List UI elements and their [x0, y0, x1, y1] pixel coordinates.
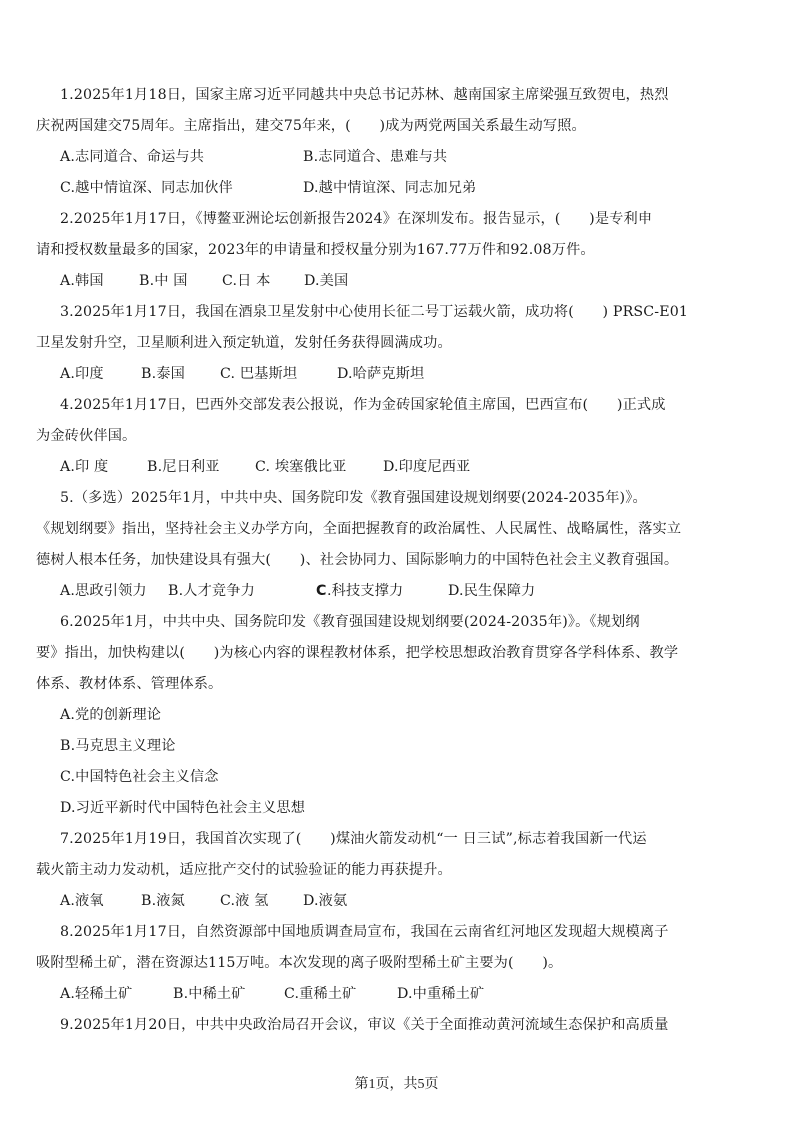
q2-option-b: B.中 国 [139, 273, 188, 289]
q5-option-a: A.思政引领力 [60, 583, 147, 599]
q2-option-d: D.美国 [304, 273, 349, 289]
q3-option-c: C. 巴基斯坦 [220, 366, 298, 382]
q8-option-d: D.中重稀土矿 [397, 986, 485, 1002]
q8-option-b: B.中稀土矿 [173, 986, 246, 1002]
q7-stem-line2: 载火箭主动力发动机，适应批产交付的试验验证的能力再获提升。 [36, 862, 452, 878]
q3-option-b: B.泰国 [141, 366, 185, 382]
q4-option-c: C. 埃塞俄比亚 [255, 459, 347, 475]
q6-option-c: C.中国特色社会主义信念 [60, 769, 219, 785]
q3-option-a: A.印度 [60, 366, 104, 382]
q1-option-a: A.志同道合、命运与共 [60, 149, 205, 165]
page-footer: 第1页，共5页 [354, 1077, 439, 1092]
q5-option-b: B.人才竞争力 [168, 583, 255, 599]
q2-stem-line2: 请和授权数量最多的国家，2023年的申请量和授权量分别为167.77万件和92.08万件。 [36, 242, 595, 258]
q4-option-b: B.尼日利亚 [147, 459, 220, 475]
q4-option-d: D.印度尼西亚 [383, 459, 471, 475]
q6-stem-line3: 体系、教材体系、管理体系。 [36, 676, 223, 692]
q1-option-d: D.越中情谊深、同志加兄弟 [303, 180, 477, 196]
q8-stem-line1: 8.2025年1月17日，自然资源部中国地质调查局宣布，我国在云南省红河地区发现超大规模离子 [60, 924, 669, 940]
q3-stem-line2: 卫星发射升空，卫星顺利进入预定轨道，发射任务获得圆满成功。 [36, 335, 452, 351]
q1-stem-line2: 庆祝两国建交75周年。主席指出，建交75年来，( )成为两党两国关系最生动写照。 [36, 118, 586, 134]
q3-option-d: D.哈萨克斯坦 [337, 366, 425, 382]
q5-stem-line2: 《规划纲要》指出，坚持社会主义办学方向，全面把握教育的政治属性、人民属性、战略属性，落实立 [36, 521, 682, 537]
q2-option-c: C.日 本 [222, 273, 271, 289]
q2-option-a: A.韩国 [60, 273, 104, 289]
q7-option-d: D.液氨 [303, 893, 348, 909]
q7-option-b: B.液氮 [141, 893, 185, 909]
q8-stem-line2: 吸附型稀土矿，潜在资源达115万吨。本次发现的离子吸附型稀土矿主要为( )。 [36, 955, 563, 971]
q5-stem-line3: 德树人根本任务，加快建设具有强大( )、社会协同力、国际影响力的中国特色社会主义教育强国。 [36, 552, 679, 568]
q6-option-d: D.习近平新时代中国特色社会主义思想 [60, 800, 306, 816]
q8-option-c: C.重稀土矿 [284, 986, 357, 1002]
q1-option-c: C.越中情谊深、同志加伙伴 [60, 180, 233, 196]
q6-stem-line1: 6.2025年1月，中共中央、国务院印发《教育强国建设规划纲要(2024-2035年)》。《规划纲 [60, 614, 640, 630]
q7-option-c: C.液 氢 [220, 893, 269, 909]
q1-stem-line1: 1.2025年1月18日，国家主席习近平同越共中央总书记苏林、越南国家主席梁强互致贺电，热烈 [60, 87, 669, 103]
q6-stem-line2: 要》指出，加快构建以( )为核心内容的课程教材体系，把学校思想政治教育贯穿各学科体系、教学 [36, 645, 679, 661]
q5-option-c-letter: C [316, 583, 327, 599]
q4-stem-line1: 4.2025年1月17日，巴西外交部发表公报说，作为金砖国家轮值主席国，巴西宣布( )正式成 [60, 397, 666, 413]
q6-option-b: B.马克思主义理论 [60, 738, 176, 754]
q4-option-a: A.印 度 [60, 459, 109, 475]
q2-stem-line1: 2.2025年1月17日，《博鳌亚洲论坛创新报告2024》在深圳发布。报告显示，( )是专利申 [60, 211, 653, 227]
q5-option-c-text: .科技支撑力 [327, 583, 404, 599]
q9-stem-line1: 9.2025年1月20日，中共中央政治局召开会议，审议《关于全面推动黄河流域生态保护和高质量 [60, 1017, 669, 1033]
q5-option-d: D.民生保障力 [448, 583, 536, 599]
q4-stem-line2: 为金砖伙伴国。 [36, 428, 137, 444]
q1-option-b: B.志同道合、患难与共 [303, 149, 448, 165]
q3-stem-line1: 3.2025年1月17日，我国在酒泉卫星发射中心使用长征二号丁运载火箭，成功将( ) PRSC-E01 [60, 304, 689, 320]
q6-option-a: A.党的创新理论 [60, 707, 162, 723]
q7-stem-line1: 7.2025年1月19日，我国首次实现了( )煤油火箭发动机“一 日三试”,标志着我国新一代运 [60, 831, 647, 847]
q5-stem-line1: 5.（多选）2025年1月，中共中央、国务院印发《教育强国建设规划纲要(2024-2035年)》。 [60, 490, 647, 506]
q7-option-a: A.液氧 [60, 893, 104, 909]
q8-option-a: A.轻稀土矿 [60, 986, 133, 1002]
